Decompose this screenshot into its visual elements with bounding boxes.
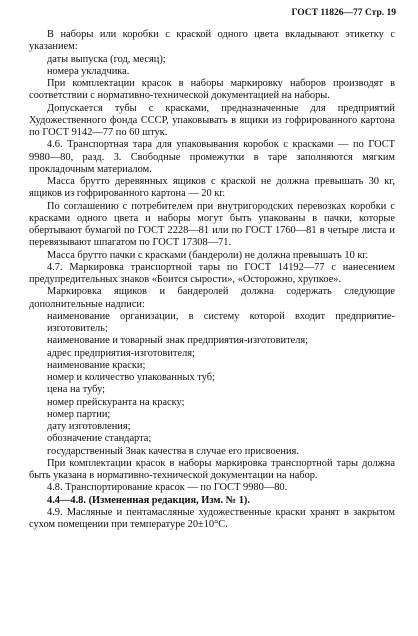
- page-number: Стр. 19: [364, 8, 396, 18]
- paragraph: Масса брутто пачки с красками (бандероли) не должна превышать 10 кг.: [47, 249, 369, 261]
- list-item: номер партии;: [47, 408, 111, 420]
- paragraph: По соглашению с потребителем при внутригородских перевозках коробки с красками одного цвета и наборы могут быть упакованы в пачки, которые обертывают бумагой по ГОСТ 2228—81 или по ГОСТ 1760—81 в четыре листа и перевязывают шпагатом по ГОСТ 17308—71.: [29, 200, 395, 249]
- paragraph: 4.9. Масляные и пентамасляные художественные краски хранят в закрытом сухом помещении при температуре 20±10°С.: [29, 506, 395, 530]
- paragraph: Допускается тубы с красками, предназначенные для предприятий Художественного фонда СССР, упаковывать в ящики из гофрированного картона по ГОСТ 9142—77 по 60 штук.: [29, 102, 395, 138]
- paragraph: При комплектации красок в наборы маркировка транспортной тары должна быть указана в нормативно-технической документации на набор.: [29, 457, 395, 481]
- revision-note: 4.4—4.8. (Измененная редакция, Изм. № 1).: [47, 494, 250, 506]
- standard-number: ГОСТ 11826—77: [291, 8, 363, 18]
- document-body: [29, 29, 395, 531]
- paragraph: При комплектации красок в наборы маркировку наборов производят в соответствии с нормативно-технической документацией на наборы.: [29, 78, 395, 102]
- paragraph: В наборы или коробки с краской одного цвета вкладывают этикетку с указанием:: [29, 29, 395, 53]
- paragraph: 4.8. Транспортирование красок — по ГОСТ 9980—80.: [47, 482, 288, 494]
- list-item: цена на тубу;: [47, 384, 106, 396]
- paragraph: 4.7. Маркировка транспортной тары по ГОСТ 14192—77 с нанесением предупредительных знаков «Боится сырости», «Осторожно, хрупкое».: [29, 261, 395, 285]
- paragraph: Масса брутто деревянных ящиков с краской не должна превышать 30 кг, ящиков из гофрированного картона — 20 кг.: [29, 176, 395, 200]
- page-header: [291, 8, 396, 18]
- list-item: номер и количество упакованных туб;: [47, 372, 215, 383]
- list-item: даты выпуска (год, месяц);: [47, 53, 166, 65]
- list-item: государственный Знак качества в случае его присвоения.: [47, 445, 299, 457]
- list-item: наименование организации, в систему которой входит предприятие-изготовитель;: [47, 310, 395, 334]
- list-item: номера укладчика.: [47, 65, 130, 77]
- list-item: адрес предприятия-изготовителя;: [47, 347, 195, 359]
- list-item: обозначение стандарта;: [47, 433, 152, 445]
- list-item: наименование и товарный знак предприятия-изготовителя;: [47, 335, 309, 347]
- paragraph: Маркировка ящиков и бандеролей должна содержать следующие дополнительные надписи:: [29, 286, 395, 310]
- list-item: наименование краски;: [47, 359, 146, 371]
- paragraph: 4.6. Транспортная тара для упаковывания коробок с красками — по ГОСТ 9980—80, разд. 3. Свободные промежутки в таре заполняются мягким прокладочным материалом.: [29, 139, 395, 175]
- list-item: номер прейскуранта на краску;: [47, 396, 185, 408]
- list-item: дату изготовления;: [47, 421, 131, 432]
